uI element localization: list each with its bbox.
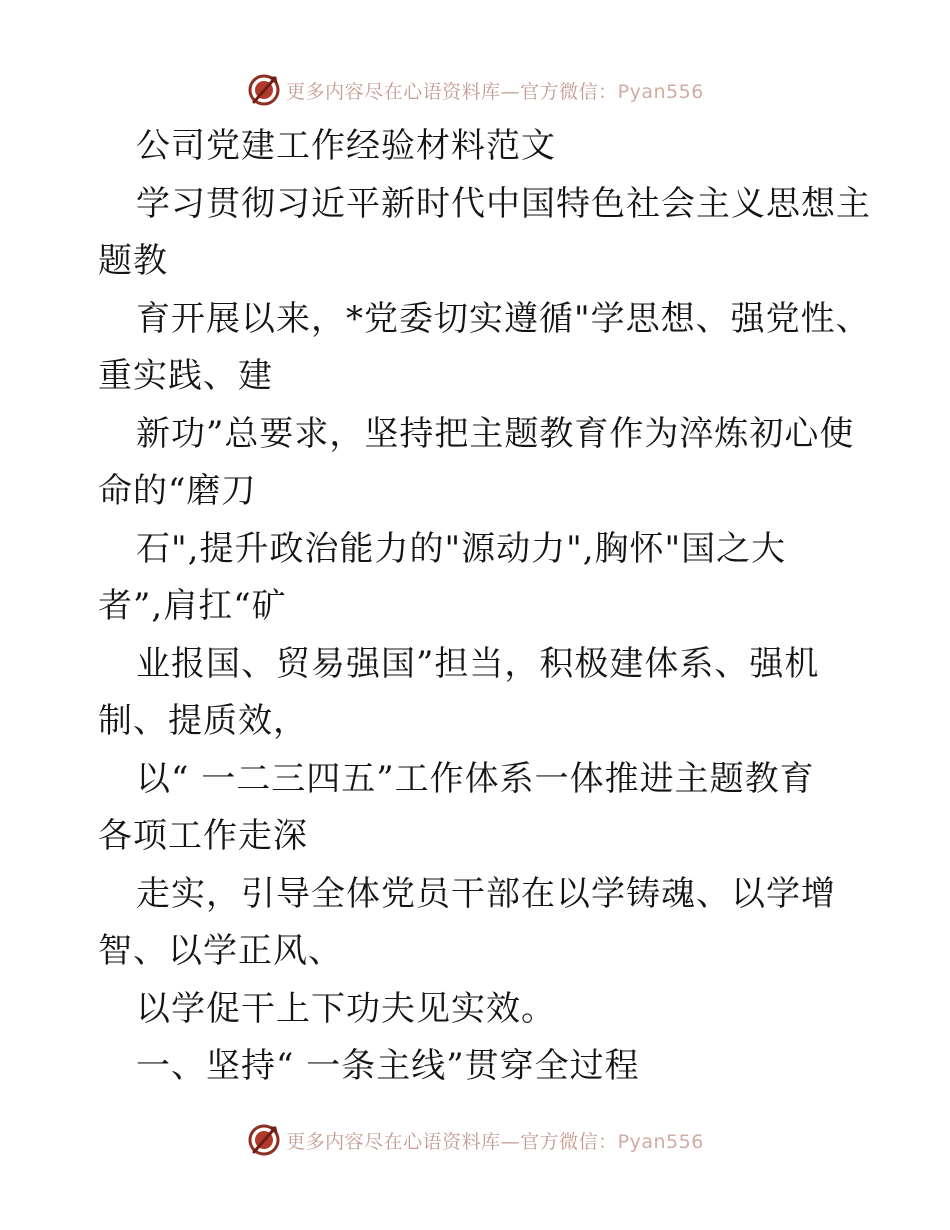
text-line: 以学促干上下功夫见实效。 <box>136 988 556 1029</box>
quill-seal-icon <box>246 72 282 108</box>
text-line: 育开展以来，*党委切实遵循"学思想、强党性、 <box>136 298 871 339</box>
watermark-text: 更多内容尽在心语资料库—官方微信：Pyan556 <box>286 80 704 103</box>
quill-seal-icon <box>246 1122 282 1158</box>
text-line: 学习贯彻习近平新时代中国特色社会主义思想主 <box>136 183 871 224</box>
text-line: 业报国、贸易强国”担当，积极建体系、强机 <box>136 643 820 684</box>
text-line: 智、以学正风、 <box>98 931 343 971</box>
text-line: 题教 <box>98 241 168 281</box>
text-line: 制、提质效， <box>98 701 308 741</box>
document-title: 公司党建工作经验材料范文 <box>136 126 556 166</box>
footer-watermark <box>0 1120 950 1160</box>
text-line: 重实践、建 <box>98 356 273 396</box>
text-line: 以“ 一二三四五”工作体系一体推进主题教育 <box>136 758 815 799</box>
text-line: 石",提升政治能力的"源动力",胸怀"国之大 <box>136 528 787 569</box>
text-line: 者”,肩扛“矿 <box>98 586 287 626</box>
text-line: 新功”总要求，坚持把主题教育作为淬炼初心使 <box>136 413 855 454</box>
text-line: 各项工作走深 <box>98 816 308 856</box>
section-heading: 一、坚持“ 一条主线”贯穿全过程 <box>136 1046 640 1086</box>
watermark-text: 更多内容尽在心语资料库—官方微信：Pyan556 <box>286 1130 704 1153</box>
header-watermark <box>0 70 950 110</box>
text-line: 命的“磨刀 <box>98 471 257 511</box>
document-body <box>98 118 871 1096</box>
text-line: 走实，引导全体党员干部在以学铸魂、以学增 <box>136 873 836 914</box>
